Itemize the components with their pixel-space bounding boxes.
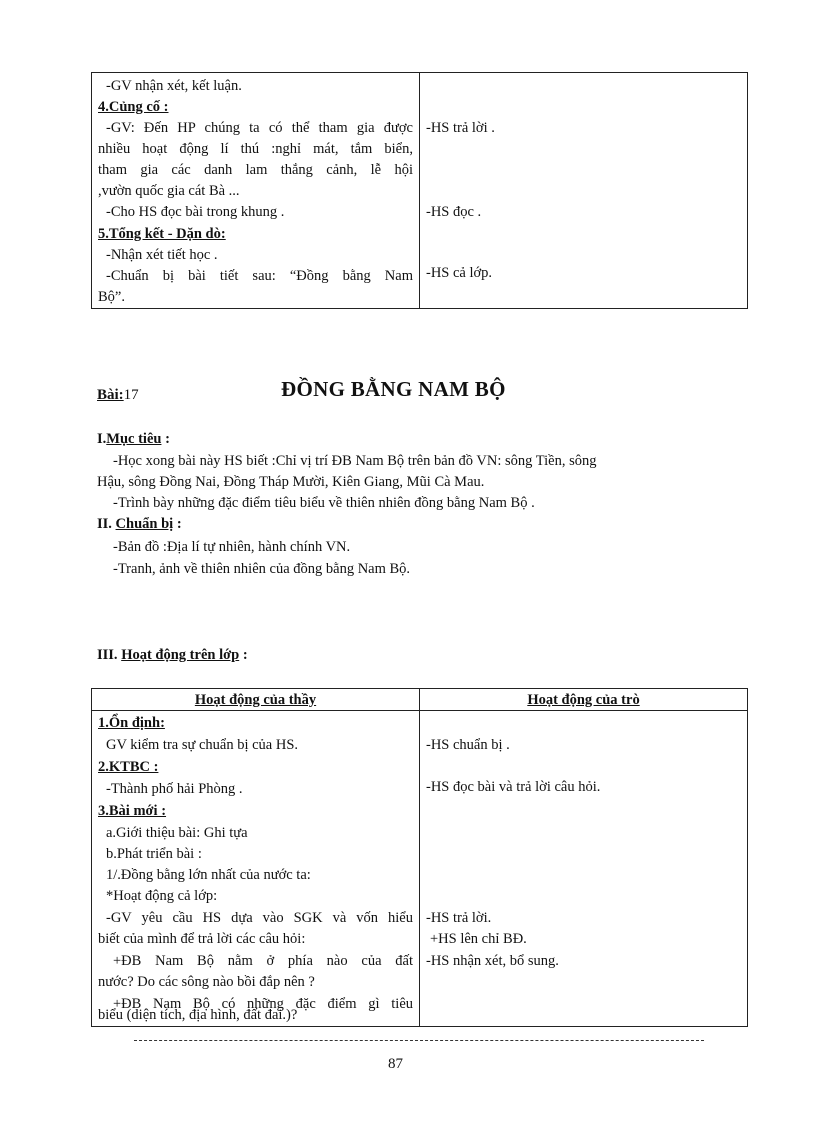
table-row: -GV yêu cầu HS dựa vào SGK và vốn hiểu: [106, 910, 413, 926]
section-heading: 2.KTBC :: [98, 759, 159, 775]
preparation-line: -Bản đồ :Địa lí tự nhiên, hành chính VN.: [113, 539, 351, 555]
table-row: 1/.Đồng bằng lớn nhất của nước ta:: [106, 867, 311, 883]
table-row: -Thành phố hải Phòng .: [106, 781, 243, 797]
section-heading: 5.Tổng kết - Dặn dò:: [98, 226, 226, 242]
activities-table: [91, 688, 748, 1027]
section-heading: 3.Bài mới :: [98, 803, 167, 819]
lesson-label: Bài:: [97, 387, 124, 403]
student-response: -HS cả lớp.: [426, 265, 493, 281]
table-row: -Nhận xét tiết học .: [106, 247, 218, 263]
student-response: -HS trả lời .: [426, 120, 495, 136]
preparation-line: -Tranh, ảnh về thiên nhiên của đồng bằng Nam Bộ.: [113, 561, 411, 577]
student-response: -HS đọc bài và trả lời câu hỏi.: [426, 779, 601, 795]
teacher-column-header: Hoạt động của thầy: [194, 692, 317, 708]
section-heading: 4.Củng cố :: [98, 99, 169, 115]
student-response: +HS lên chỉ BĐ.: [430, 931, 527, 947]
table-row: -GV nhận xét, kết luận.: [106, 78, 242, 94]
objective-line: Hậu, sông Đồng Nai, Đồng Tháp Mười, Kiên Giang, Mũi Cà Mau.: [97, 474, 485, 490]
table-row: biểu (diện tích, địa hình, đất đai.)?: [98, 1007, 298, 1023]
student-response: -HS nhận xét, bổ sung.: [426, 953, 559, 969]
table-row: b.Phát triển bài :: [106, 846, 202, 862]
student-column-header: Hoạt động của trò: [527, 692, 640, 708]
table-row: Bộ”.: [98, 289, 125, 305]
lesson-number: [97, 387, 139, 404]
table-row: -GV: Đến HP chúng ta có thể tham gia được: [106, 120, 413, 136]
objective-line: -Học xong bài này HS biết :Chỉ vị trí ĐB Nam Bộ trên bản đồ VN: sông Tiền, sông: [113, 453, 597, 469]
table-row: a.Giới thiệu bài: Ghi tựa: [106, 825, 248, 841]
student-response: -HS đọc .: [426, 204, 482, 220]
table-row: -Chuẩn bị bài tiết sau: “Đồng bằng Nam: [106, 268, 413, 284]
table-row: ,vườn quốc gia cát Bà ...: [98, 183, 240, 199]
review-table: [91, 72, 748, 309]
preparation-heading: II. Chuẩn bị :: [97, 516, 182, 532]
table-row: nhiều hoạt động lí thú :nghỉ mát, tắm biển,: [98, 141, 413, 157]
table-row: nước? Do các sông nào bồi đắp nên ?: [98, 974, 315, 990]
table-row: biết của mình để trả lời các câu hỏi:: [98, 931, 306, 947]
table-row: -Cho HS đọc bài trong khung .: [106, 204, 285, 220]
lesson-number-value: 17: [123, 387, 139, 403]
table-row: +ĐB Nam Bộ có những đặc điểm gì tiêu: [113, 996, 413, 1012]
page-number: 87: [388, 1056, 403, 1072]
table-row: tham gia các danh lam thắng cảnh, lễ hội: [98, 162, 413, 178]
header-divider: [92, 710, 747, 711]
footer-divider: [134, 1040, 704, 1041]
table-row: +ĐB Nam Bộ nằm ở phía nào của đất: [113, 953, 413, 969]
objective-line: -Trình bày những đặc điểm tiêu biểu về thiên nhiên đồng bằng Nam Bộ .: [113, 495, 535, 511]
student-response: -HS trả lời.: [426, 910, 492, 926]
page-title: ĐỒNG BẰNG NAM BỘ: [281, 377, 506, 401]
table-row: GV kiểm tra sự chuẩn bị của HS.: [106, 737, 299, 753]
activities-heading: III. Hoạt động trên lớp :: [97, 647, 248, 663]
section-heading: 1.Ổn định:: [98, 715, 165, 731]
student-response: -HS chuẩn bị .: [426, 737, 510, 753]
objectives-heading: I.Mục tiêu :: [97, 431, 170, 447]
table-row: *Hoạt động cả lớp:: [106, 888, 218, 904]
